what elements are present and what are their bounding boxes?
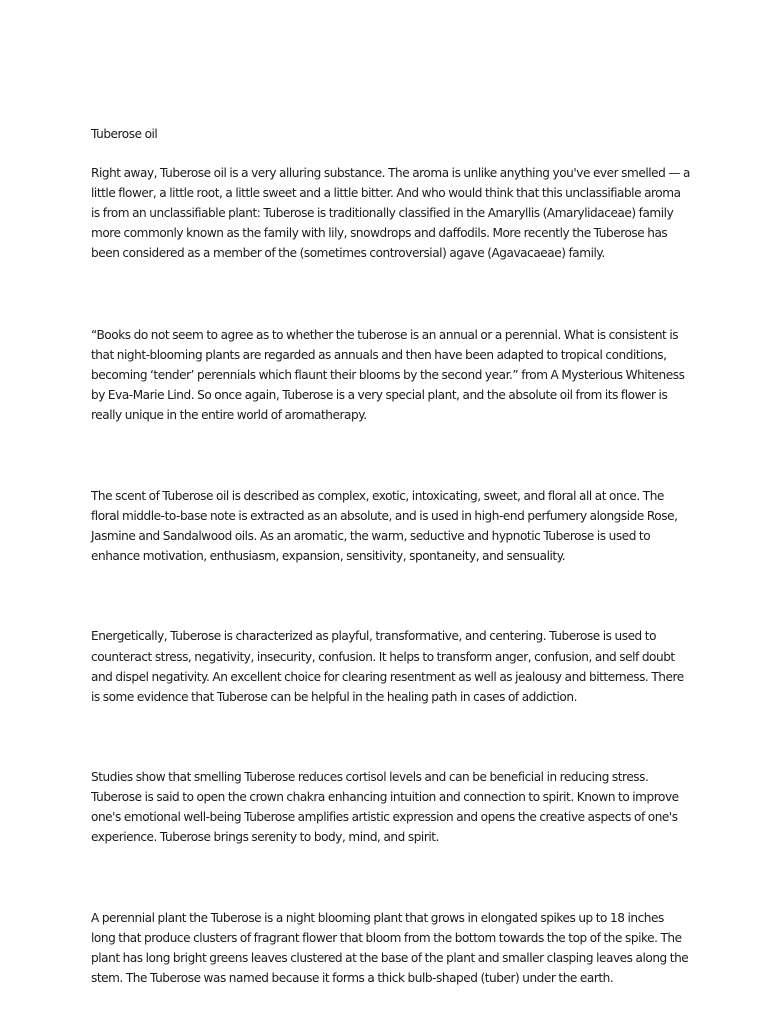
document-body (91, 124, 691, 989)
paragraph-intro: Right away, Tuberose oil is a very alluring substance. The aroma is unlike anything you've ever smelled — a little flower, a little root, a little sweet and a little bitter. And who would think that this unclassifiable aroma is from an unclassifiable plant: Tuberose is traditionally classified in the Amaryllis (Amarylidaceae) family more commonly known as the family with lily, snowdrops and daffodils. More recently the Tuberose has been considered as a member of the (sometimes controversial) agave (Agavacaeae) family. (91, 166, 690, 261)
paragraph-energetics: Energetically, Tuberose is characterized as playful, transformative, and centering. Tuberose is used to counteract stress, negativity, insecurity, confusion. It helps to transform anger, confusion, and self doubt and dispel negativity. An excellent choice for clearing resentment as well as jealousy and bitterness. There is some evidence that Tuberose can be helpful in the healing path in cases of addiction. (91, 629, 684, 704)
document-title: Tuberose oil (91, 127, 158, 141)
paragraph-scent: The scent of Tuberose oil is described as complex, exotic, intoxicating, sweet, and floral all at once. The floral middle-to-base note is extracted as an absolute, and is used in high-end perfumery alongside Rose, Jasmine and Sandalwood oils. As an aromatic, the warm, seductive and hypnotic Tuberose is used to enhance motivation, enthusiasm, expansion, sensitivity, spontaneity, and sensuality. (91, 489, 678, 564)
paragraph-studies: Studies show that smelling Tuberose reduces cortisol levels and can be beneficial in reducing stress. Tuberose is said to open the crown chakra enhancing intuition and connection to spirit. Known to improve one's emotional well-being Tuberose amplifies artistic expression and opens the creative aspects of one's experience. Tuberose brings serenity to body, mind, and spirit. (91, 769, 679, 845)
paragraph-quote: “Books do not seem to agree as to whether the tuberose is an annual or a perennial. What is consistent is that night-blooming plants are regarded as annuals and then have been adapted to tropical conditions, becoming ‘tender’ perennials which flaunt their blooms by the second year.” from A Mysterious Whiteness by Eva-Marie Lind. So once again, Tuberose is a very special plant, and the absolute oil from its flower is really unique in the entire world of aromatherapy. (91, 327, 685, 422)
paragraph-plant: A perennial plant the Tuberose is a night blooming plant that grows in elongated spikes up to 18 inches long that produce clusters of fragrant flower that bloom from the bottom towards the top of the spike. The plant has long bright greens leaves clustered at the base of the plant and smaller clasping leaves along the stem. The Tuberose was named because it forms a thick bulb-shaped (tuber) under the earth. (91, 911, 689, 986)
